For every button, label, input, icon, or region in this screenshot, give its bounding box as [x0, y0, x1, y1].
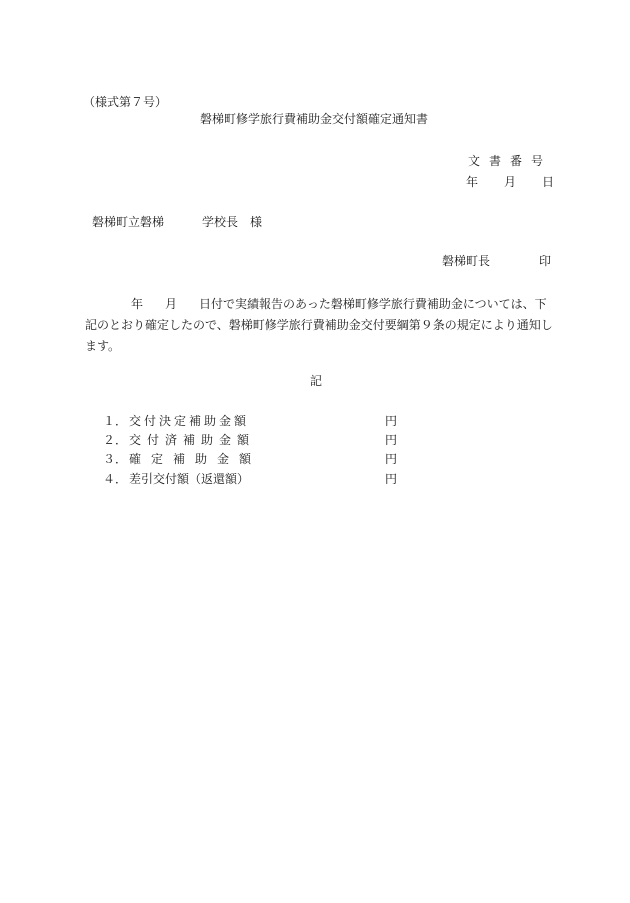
- list-item: [103, 434, 403, 448]
- item-label: 確定補助金額: [129, 452, 262, 466]
- list-item: [103, 473, 403, 487]
- item-label: 差引交付額（返還額）: [129, 472, 250, 486]
- item-unit: 円: [385, 452, 398, 466]
- ki-heading: 記: [310, 374, 323, 388]
- sender-name: 磐梯町長: [442, 254, 491, 268]
- date-year: 年: [466, 175, 479, 189]
- body-month: 月: [165, 297, 178, 311]
- item-label: 交付決定補助金額: [129, 414, 250, 428]
- date-line: [466, 176, 554, 188]
- item-label: 交付済補助金額: [129, 433, 256, 447]
- item-number: ３．: [103, 452, 128, 466]
- date-month: 月: [504, 175, 517, 189]
- addressee-title: 学校長: [202, 215, 239, 229]
- document-title: 磐梯町修学旅行費補助金交付額確定通知書: [200, 112, 429, 126]
- item-number: ２．: [103, 433, 128, 447]
- body-paragraph: [85, 294, 553, 357]
- form-number: （様式第７号）: [83, 95, 168, 109]
- list-item: [103, 453, 403, 467]
- addressee-honorific: 様: [250, 215, 263, 229]
- item-number: ４．: [103, 472, 128, 486]
- body-year: 年: [131, 297, 144, 311]
- item-unit: 円: [385, 433, 398, 447]
- addressee-school: 磐梯町立磐梯: [92, 215, 165, 229]
- date-day: 日: [542, 175, 555, 189]
- item-number: １．: [103, 414, 128, 428]
- body-text: 日付で実績報告のあった磐梯町修学旅行費補助金については、下記のとおり確定したので、磐梯町修学旅行費補助金交付要綱第９条の規定により通知します。: [85, 297, 553, 353]
- item-unit: 円: [385, 472, 398, 486]
- item-unit: 円: [385, 414, 398, 428]
- seal-mark: 印: [539, 254, 552, 268]
- document-number-label: 文書番号: [468, 154, 553, 168]
- list-item: [103, 415, 403, 429]
